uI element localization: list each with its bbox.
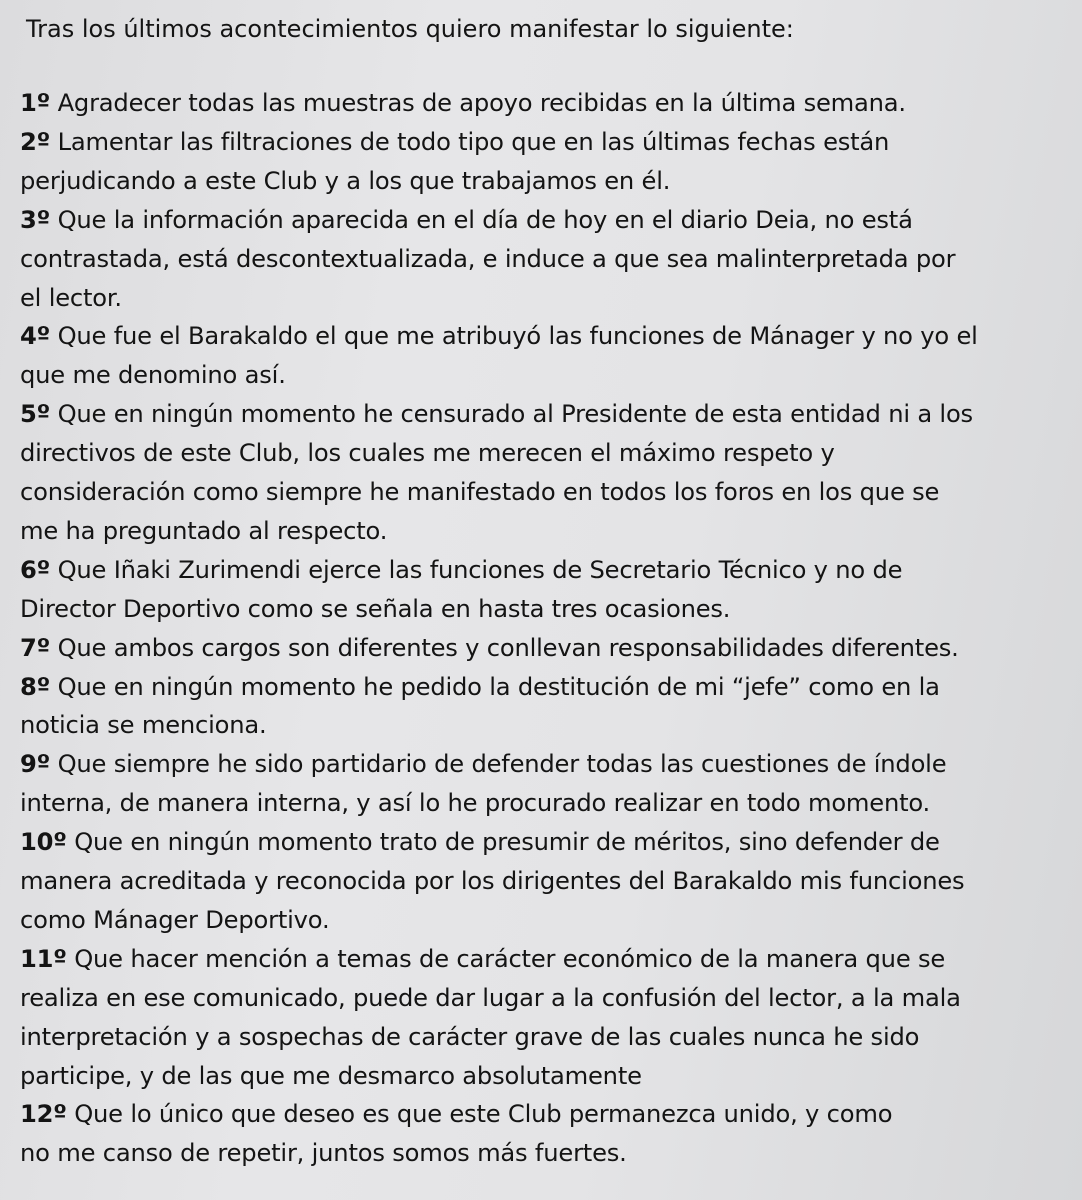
point-text: el lector.: [20, 283, 122, 312]
point-number: 4º: [20, 322, 51, 351]
point-text: perjudicando a este Club y a los que trabajamos en él.: [20, 166, 671, 195]
point-number: 12º: [20, 1100, 67, 1129]
point-text: participe, y de las que me desmarco absolutamente: [20, 1061, 642, 1090]
point-first-line: [20, 1099, 892, 1129]
point-number: 10º: [20, 828, 67, 857]
point-text: noticia se menciona.: [20, 711, 267, 740]
point-first-line: [20, 205, 913, 235]
point-text: Que en ningún momento he pedido la destitución de mi “jefe” como en la: [50, 672, 940, 701]
point-continuation-line: [20, 283, 122, 313]
point-continuation-line: [20, 1138, 627, 1168]
point-continuation-line: [20, 788, 930, 818]
point-number: 1º: [20, 89, 51, 117]
point-text: Que siempre he sido partidario de defender todas las cuestiones de índole: [50, 750, 947, 779]
point-number: 5º: [20, 400, 51, 429]
point-number: 7º: [20, 633, 51, 662]
point-first-line: [20, 749, 946, 779]
point-text: Agradecer todas las muestras de apoyo recibidas en la última semana.: [50, 89, 906, 117]
point-text: interna, de manera interna, y así lo he procurado realizar en todo momento.: [20, 789, 931, 818]
point-text: manera acreditada y reconocida por los dirigentes del Barakaldo mis funciones: [20, 867, 965, 895]
point-continuation-line: [20, 1022, 919, 1052]
point-first-line: [20, 399, 973, 429]
point-first-line: [20, 555, 902, 585]
point-continuation-line: [20, 516, 387, 546]
point-text: no me canso de repetir, juntos somos más fuertes.: [20, 1139, 627, 1168]
point-continuation-line: [20, 360, 286, 390]
point-continuation-line: [20, 983, 961, 1013]
point-number: 11º: [20, 944, 67, 973]
point-continuation-line: [20, 1061, 642, 1091]
point-text: que me denomino así.: [20, 361, 286, 390]
point-continuation-line: [20, 166, 670, 196]
point-text: Director Deportivo como se señala en hasta tres ocasiones.: [20, 594, 731, 623]
point-text: realiza en ese comunicado, puede dar lugar a la confusión del lector, a la mala: [20, 983, 961, 1012]
point-first-line: [20, 321, 978, 351]
point-text: me ha preguntado al respecto.: [20, 516, 388, 545]
point-text: Que en ningún momento trato de presumir de méritos, sino defender de: [66, 828, 940, 857]
point-text: como Mánager Deportivo.: [20, 905, 330, 934]
point-number: 2º: [20, 127, 51, 156]
point-text: Que hacer mención a temas de carácter económico de la manera que se: [66, 944, 946, 973]
point-text: Que la información aparecida en el día de hoy en el diario Deia, no está: [50, 205, 913, 234]
point-first-line: [20, 633, 959, 663]
point-first-line: [20, 672, 940, 702]
point-first-line: [20, 88, 906, 118]
point-text: Que lo único que deseo es que este Club permanezca unido, y como: [66, 1100, 893, 1129]
point-continuation-line: [20, 905, 329, 935]
point-text: Lamentar las filtraciones de todo tipo que en las últimas fechas están: [50, 127, 890, 156]
point-text: Que fue el Barakaldo el que me atribuyó las funciones de Mánager y no yo el: [50, 322, 978, 351]
point-continuation-line: [20, 477, 939, 507]
point-text: interpretación y a sospechas de carácter grave de las cuales nunca he sido: [20, 1022, 920, 1051]
point-text: consideración como siempre he manifestado en todos los foros en los que se: [20, 478, 940, 506]
point-text: contrastada, está descontextualizada, e induce a que sea malinterpretada por: [20, 244, 956, 273]
point-first-line: [20, 827, 940, 857]
point-text: Que en ningún momento he censurado al Presidente de esta entidad ni a los: [50, 400, 973, 429]
point-text: Que Iñaki Zurimendi ejerce las funciones de Secretario Técnico y no de: [50, 555, 903, 584]
point-number: 3º: [20, 205, 51, 234]
point-number: 9º: [20, 750, 51, 779]
intro-line: Tras los últimos acontecimientos quiero manifestar lo siguiente:: [26, 15, 794, 43]
point-continuation-line: [20, 244, 955, 274]
point-continuation-line: [20, 866, 964, 896]
point-first-line: [20, 944, 945, 974]
point-number: 6º: [20, 555, 51, 584]
point-text: Que ambos cargos son diferentes y conllevan responsabilidades diferentes.: [50, 633, 959, 662]
point-number: 8º: [20, 672, 51, 701]
point-continuation-line: [20, 594, 730, 624]
point-text: directivos de este Club, los cuales me merecen el máximo respeto y: [20, 439, 835, 468]
point-first-line: [20, 127, 889, 157]
point-continuation-line: [20, 710, 266, 740]
point-continuation-line: [20, 438, 835, 468]
